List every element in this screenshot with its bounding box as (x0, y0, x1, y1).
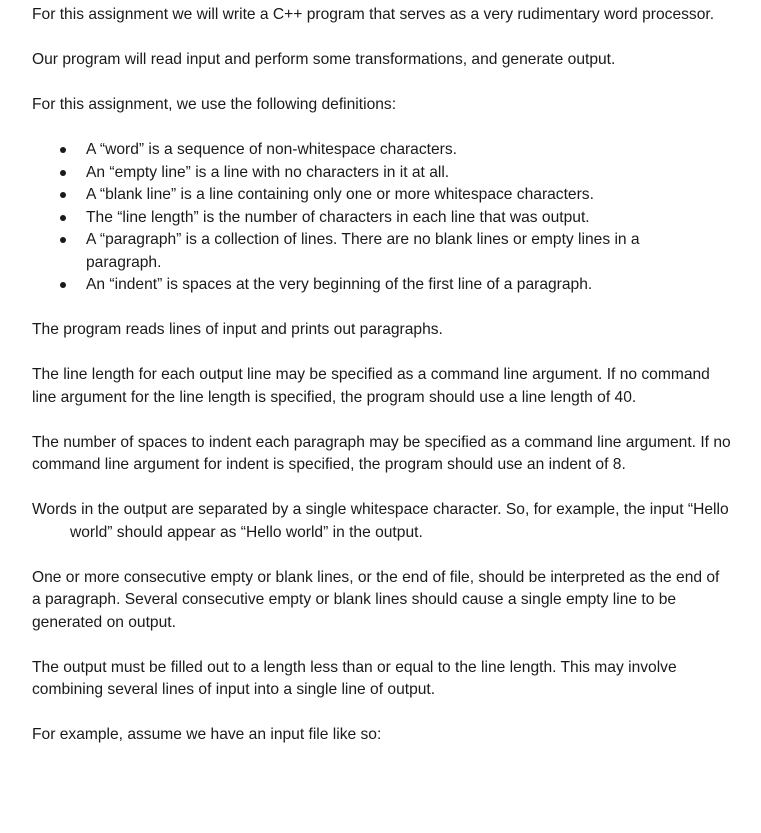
definitions-list (32, 139, 731, 297)
bullet-icon (60, 192, 66, 198)
list-item (32, 184, 731, 207)
intro-paragraph: For this assignment we will write a C++ program that serves as a very rudimentary word processor. (32, 6, 715, 23)
list-item-text: An “empty line” is a line with no characters in it at all. (86, 163, 450, 181)
reads-paragraph: The program reads lines of input and prints out paragraphs. (32, 321, 443, 338)
list-item (32, 207, 731, 230)
bullet-icon (60, 147, 66, 153)
list-item (32, 162, 731, 185)
words-text-before: Words in the output are separated by a single whitespace character. So, for example, the input “Hello (32, 501, 729, 518)
words-text-after: world” should appear as “Hello world” in the output. (70, 523, 423, 541)
bullet-icon (60, 170, 66, 176)
list-item-text: A “word” is a sequence of non-whitespace characters. (86, 141, 457, 158)
line-length-paragraph: The line length for each output line may be specified as a command line argument. If no command line argument for the line length is specified, the program should use a line length of 40. (32, 366, 710, 406)
paragraph-end-paragraph: One or more consecutive empty or blank lines, or the end of file, should be interpreted as the end of a paragraph. Several consecutive empty or blank lines should cause a single empty line to be generated on output. (32, 568, 720, 631)
definitions-intro: For this assignment, we use the following definitions: (32, 96, 397, 113)
overview-paragraph: Our program will read input and perform some transformations, and generate output. (32, 51, 616, 68)
list-item (32, 229, 731, 274)
list-item (32, 139, 731, 162)
list-item (32, 274, 731, 297)
indent-paragraph: The number of spaces to indent each paragraph may be specified as a command line argument. If no command line argument for indent is specified, the program should use an indent of 8. (32, 433, 731, 473)
list-item-text: A “paragraph” is a collection of lines. There are no blank lines or empty lines in a paragraph. (86, 231, 640, 271)
list-item-text: A “blank line” is a line containing only one or more whitespace characters. (86, 186, 594, 203)
example-intro: For example, assume we have an input file like so: (32, 726, 382, 743)
bullet-icon (60, 215, 66, 221)
list-item-text: The “line length” is the number of characters in each line that was output. (86, 208, 590, 226)
list-item-text: An “indent” is spaces at the very beginning of the first line of a paragraph. (86, 276, 593, 293)
bullet-icon (60, 282, 66, 288)
bullet-icon (60, 237, 66, 243)
fill-paragraph: The output must be filled out to a length less than or equal to the line length. This may involve combining several lines of input into a single line of output. (32, 658, 677, 698)
words-paragraph (32, 499, 731, 544)
